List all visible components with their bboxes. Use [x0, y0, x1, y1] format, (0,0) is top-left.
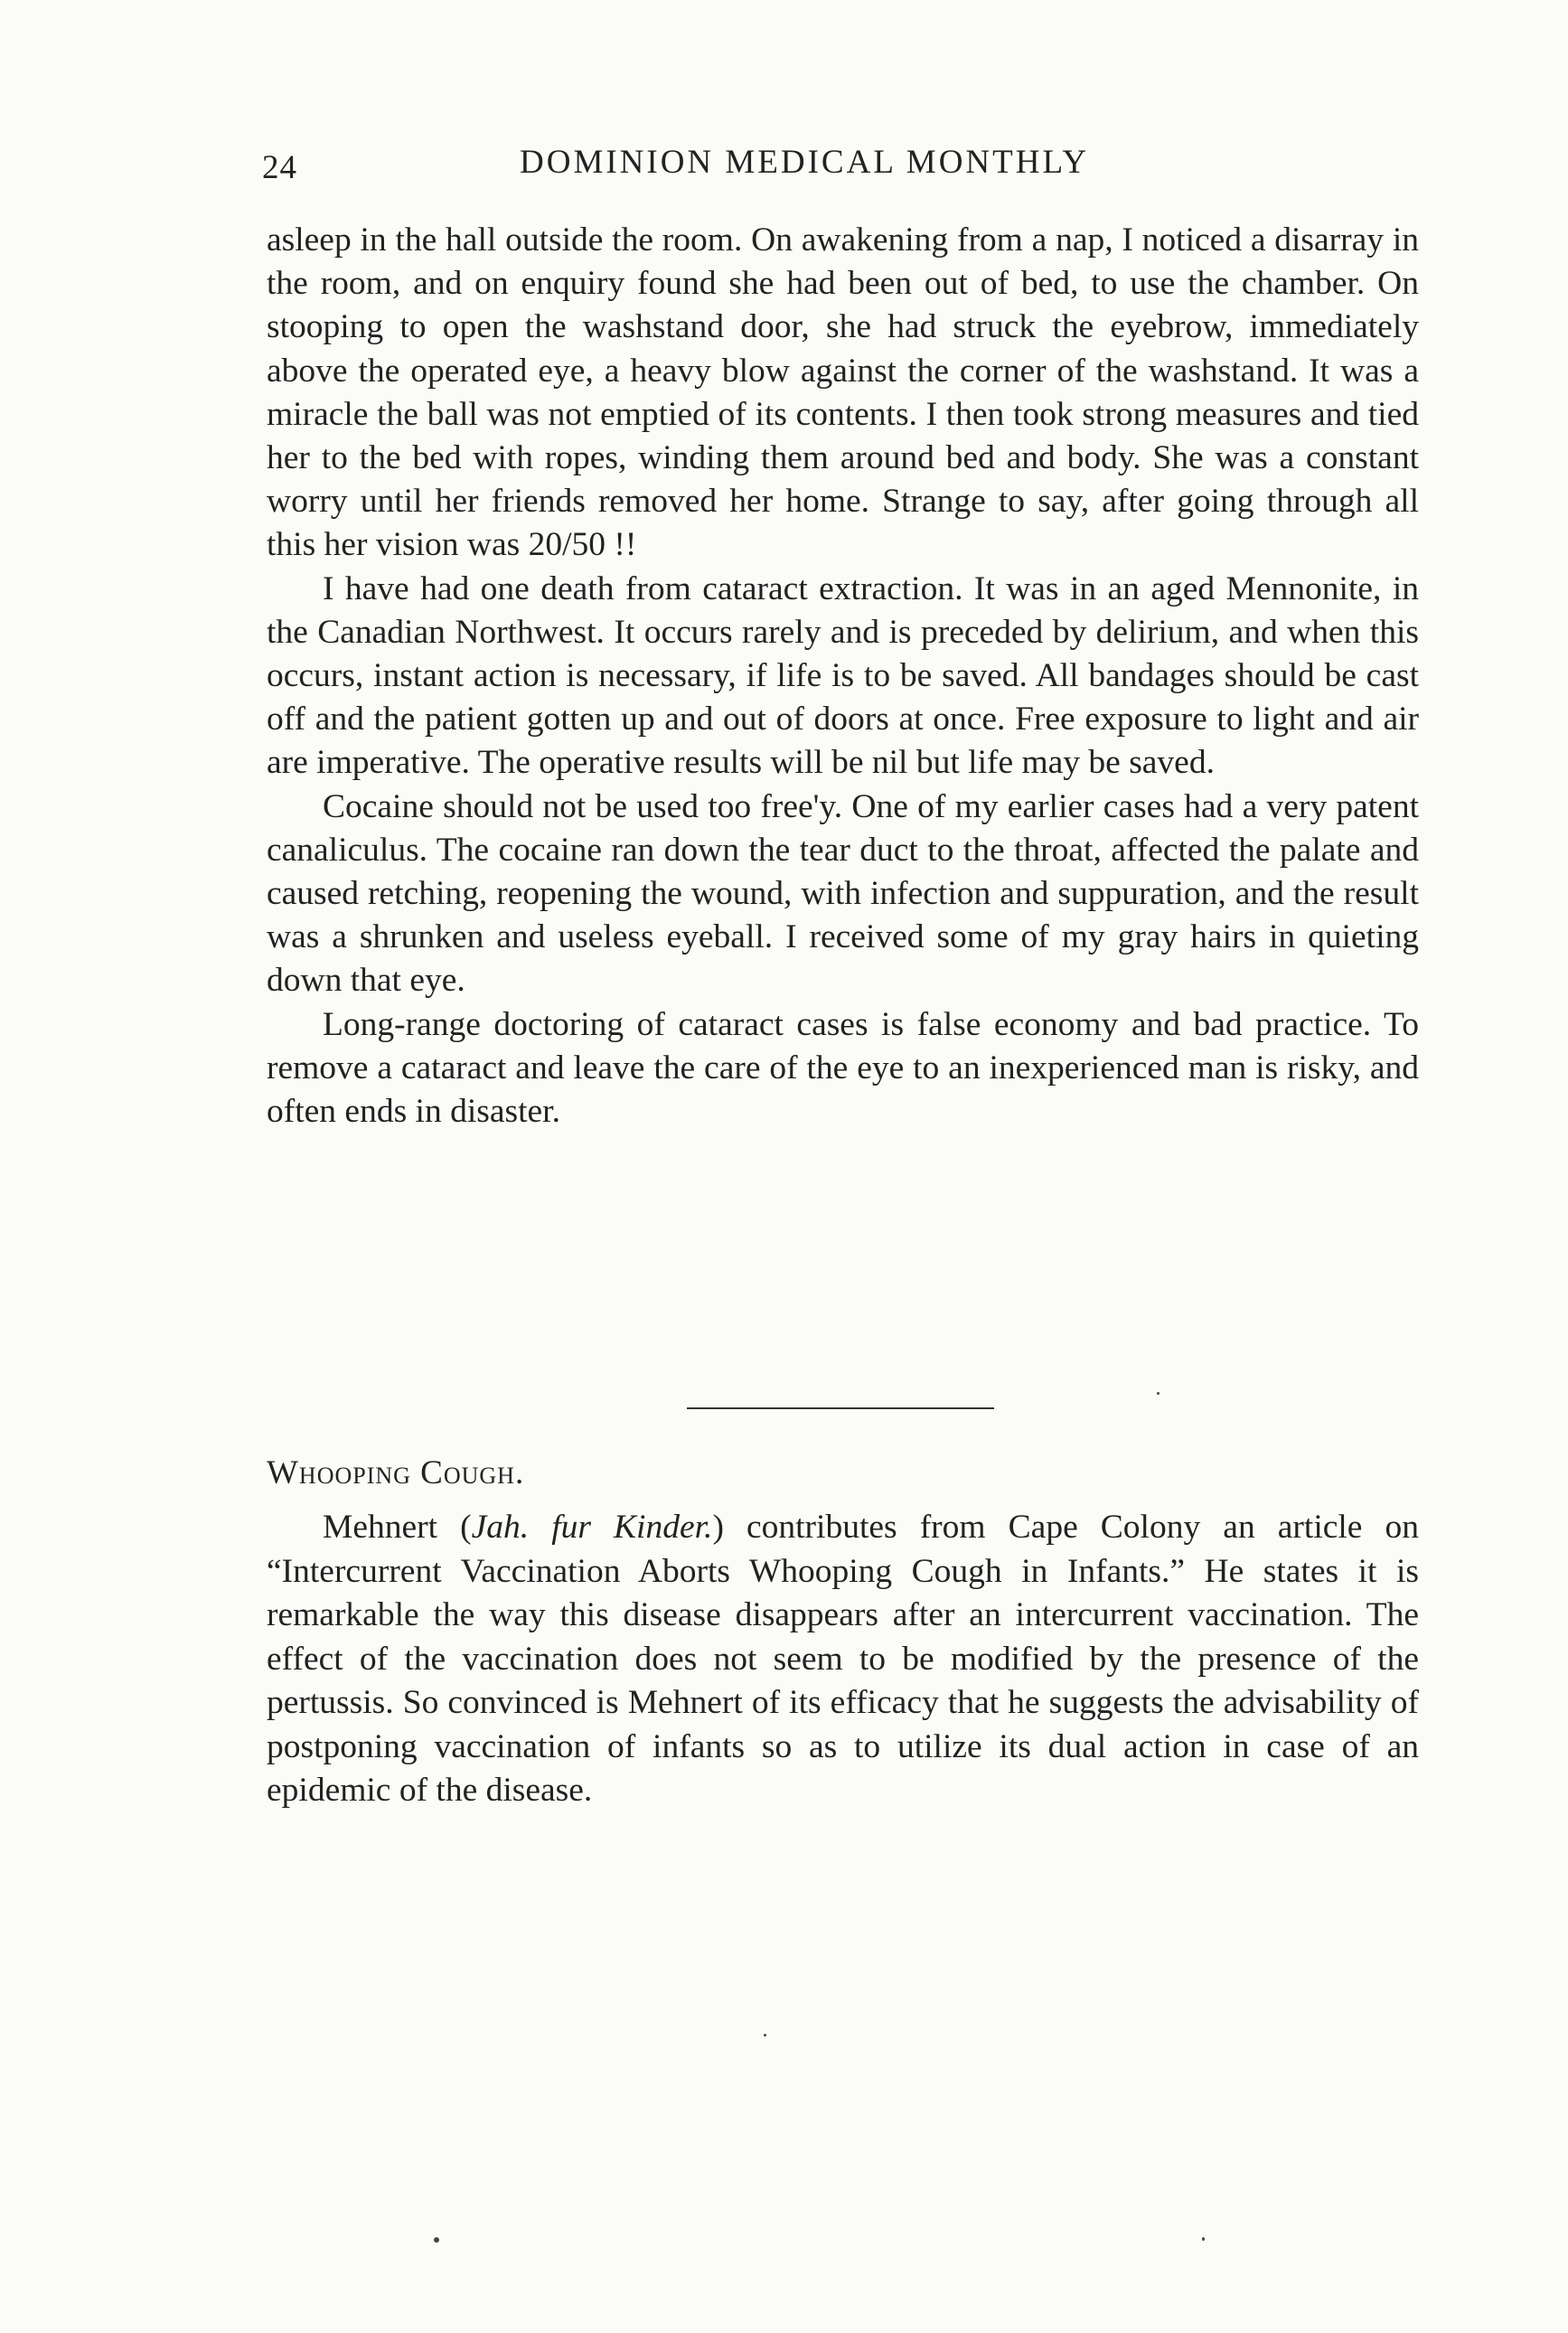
running-head — [262, 136, 1419, 190]
section-divider — [687, 1407, 994, 1409]
section-citation: Jah. fur Kinder. — [471, 1509, 713, 1546]
journal-title: DOMINION MEDICAL MONTHLY — [520, 144, 1090, 181]
print-speck — [1202, 2237, 1205, 2241]
article-body — [267, 219, 1419, 1134]
section-paragraph — [267, 1506, 1419, 1813]
paragraph-cocaine: Cocaine should not be used too free'y. One of my earlier cases had a very patent canaliculus. The cocaine ran down the tear duct to the throat, affected the palate and caused retching, reopening the wound, with infection and suppuration, and the result was a shrunken and useless eyeball. I received some of my gray hairs in quieting down that eye. — [267, 787, 1419, 1000]
print-speck — [1157, 1392, 1160, 1395]
print-speck — [764, 2034, 766, 2037]
section-lead-author: Mehnert ( — [323, 1509, 472, 1546]
paragraph-death-case: I have had one death from cataract extraction. It was in an aged Mennonite, in the Canadian Northwest. It occurs rarely and is preceded by delirium, and when this occurs, instant action is necessary, if life is to be saved. All bandages should be cast off and the patient gotten up and out of doors at once. Free exposure to light and air are imperative. The operative results will be nil but life may be saved. — [267, 569, 1419, 782]
section-body — [267, 1506, 1419, 1813]
paragraph-long-range: Long-range doctoring of cataract cases is false economy and bad practice. To remove a cataract and leave the care of the eye to an inexperienced man is risky, and often ends in disaster. — [267, 1005, 1419, 1131]
section-lead-rest: ) contributes from Cape Colony an article on “Intercurrent Vaccination Aborts Whooping Cough in Infants.” He states it is remarkable the way this disease disappears after an intercurrent vaccination. The effect of the vaccination does not seem to be modified by the presence of the pertussis. So convinced is Mehnert of its efficacy that he suggests the advisability of postponing vaccination of infants so as to utilize its dual action in case of an epidemic of the disease. — [267, 1509, 1420, 1809]
print-speck — [434, 2237, 439, 2243]
page-number: 24 — [262, 149, 297, 186]
section-heading: Whooping Cough. — [267, 1454, 525, 1491]
paragraph-continued: asleep in the hall outside the room. On awakening from a nap, I noticed a disarray in the room, and on enquiry found she had been out of bed, to use the chamber. On stooping to open the washstand door, she had struck the eyebrow, immediately above the operated eye, a heavy blow against the corner of the washstand. It was a miracle the ball was not emptied of its contents. I then took strong measures and tied her to the bed with ropes, winding them around bed and body. She was a constant worry until her friends removed her home. Strange to say, after going through all this her vision was 20/50 !! — [267, 221, 1419, 564]
